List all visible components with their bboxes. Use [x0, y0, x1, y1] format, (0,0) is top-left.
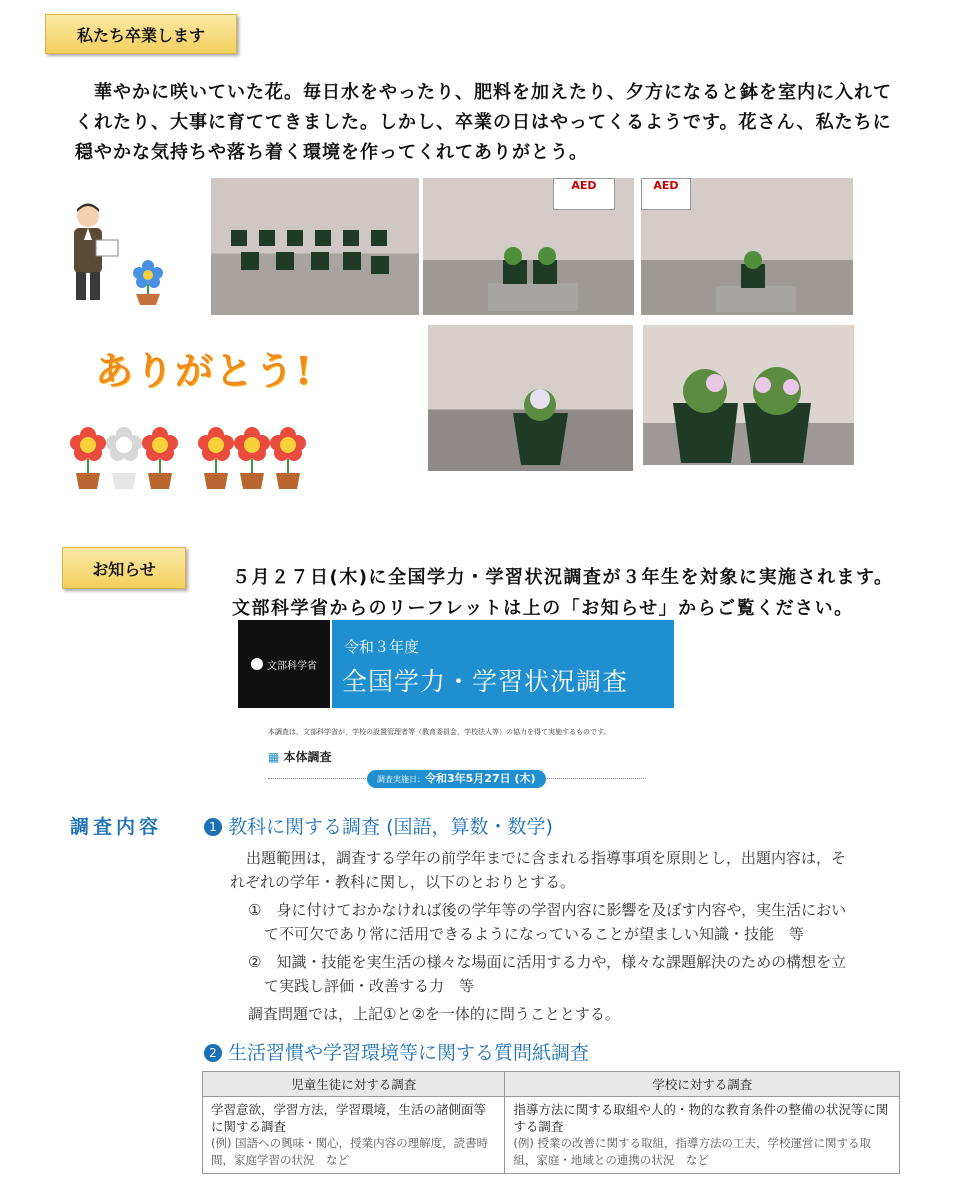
number-2-icon: 2 [204, 1044, 222, 1062]
grid-icon: ▦ [268, 750, 280, 764]
table-header-row [203, 1072, 900, 1097]
aed-box: AED [641, 178, 691, 210]
item1-body: 出題範囲は，調査する学年の前学年までに含まれる指導事項を原則とし，出題内容は，そ れぞれの学年・教科に関し，以下のとおりとする。 [230, 849, 847, 891]
leaflet-note: 本調査は，文部科学省が，学校の設置管理者等（教育委員会，学校法人等）の協力を得て実施するものです。 [268, 728, 611, 736]
survey-date-pill: 調査実施日：令和3年5月27日 (木) [367, 770, 546, 788]
leaflet-banner [332, 620, 674, 708]
photo-pots-on-block [423, 178, 634, 315]
photo-row-of-pots [211, 178, 419, 315]
paragraph-line: 華やかに咲いていた花。毎日水をやったり、肥料を加えたり、夕方になると鉢を室内に入れて [75, 82, 892, 103]
aed-box: AED [553, 178, 615, 210]
questionnaire-table [202, 1071, 900, 1174]
table-cell: 学習意欲，学習方法，学習環境，生活の諸側面等に関する調査 (例) 国語への興味・関心，授業内容の理解度，読書時間，家庭学習の状況 など [203, 1097, 505, 1174]
table-row [203, 1097, 900, 1174]
ministry-name: 文部科学省 [267, 660, 317, 672]
item2-title: 2 生活習慣や学習環境等に関する質問紙調査 [204, 1038, 589, 1065]
graduation-heading [45, 14, 237, 54]
notice-line-2: 文部科学省からのリーフレットは上の「お知らせ」からご覧ください。 [232, 598, 854, 619]
ministry-logo [238, 620, 330, 708]
notice-heading [62, 547, 186, 589]
number-1-icon: 1 [204, 818, 222, 836]
flower-row-illustration [70, 425, 325, 493]
photo-two-pots-closeup [643, 325, 854, 465]
table-header: 学校に対する調査 [505, 1072, 900, 1097]
principal-illustration [62, 200, 122, 305]
photo-single-pot-on-block [641, 178, 853, 315]
thanks-lettering: ありがとう! [95, 348, 314, 393]
item1-summary: 調査問題では，上記①と②を一体的に問うこととする。 [248, 1005, 620, 1023]
table-cell: 指導方法に関する取組や人的・物的な教育条件の整備の状況等に関する調査 (例) 授業の改善に関する取組，指導方法の工夫，学校運営に関する取組，家庭・地域との連携の状況 など [505, 1097, 900, 1174]
table-header: 児童生徒に対する調査 [203, 1072, 505, 1097]
graduation-heading-text: 私たち卒業します [76, 25, 205, 45]
leaflet-year: 令和３年度 [344, 638, 420, 656]
small-flower-illustration [128, 258, 168, 306]
point-1: ① 身に付けておかなければ後の学年等の学習内容に影響を及ぼす内容や，実生活におい て不可欠であり常に活用できるようになっていることが望ましい知識・技能 等 [248, 901, 847, 943]
paragraph-line: くれたり、大事に育ててきました。しかし、卒業の日はやってくるようです。花さん、私たちに [75, 112, 892, 133]
item1-title: 1 教科に関する調査 (国語，算数・数学) [204, 812, 553, 839]
photo-pot-closeup [428, 325, 633, 471]
point-2: ② 知識・技能を実生活の様々な場面に活用する力や，様々な課題解決のための構想を立 て実践し評価・改善する力 等 [248, 953, 847, 995]
graduation-paragraph [75, 78, 945, 168]
paragraph-line: 穏やかな気持ちや落ち着く環境を作ってくれてありがとう。 [75, 142, 588, 163]
leaflet-title: 全国学力・学習状況調査 [342, 667, 629, 696]
notice-heading-text: お知らせ [92, 559, 156, 579]
section-label: 調査内容 [70, 816, 163, 838]
notice-line-1: ５月２７日(木)に全国学力・学習状況調査が３年生を対象に実施されます。 [232, 567, 894, 588]
ministry-emblem-icon [251, 658, 263, 670]
main-survey-label: ▦ 本体調査 [268, 750, 332, 764]
